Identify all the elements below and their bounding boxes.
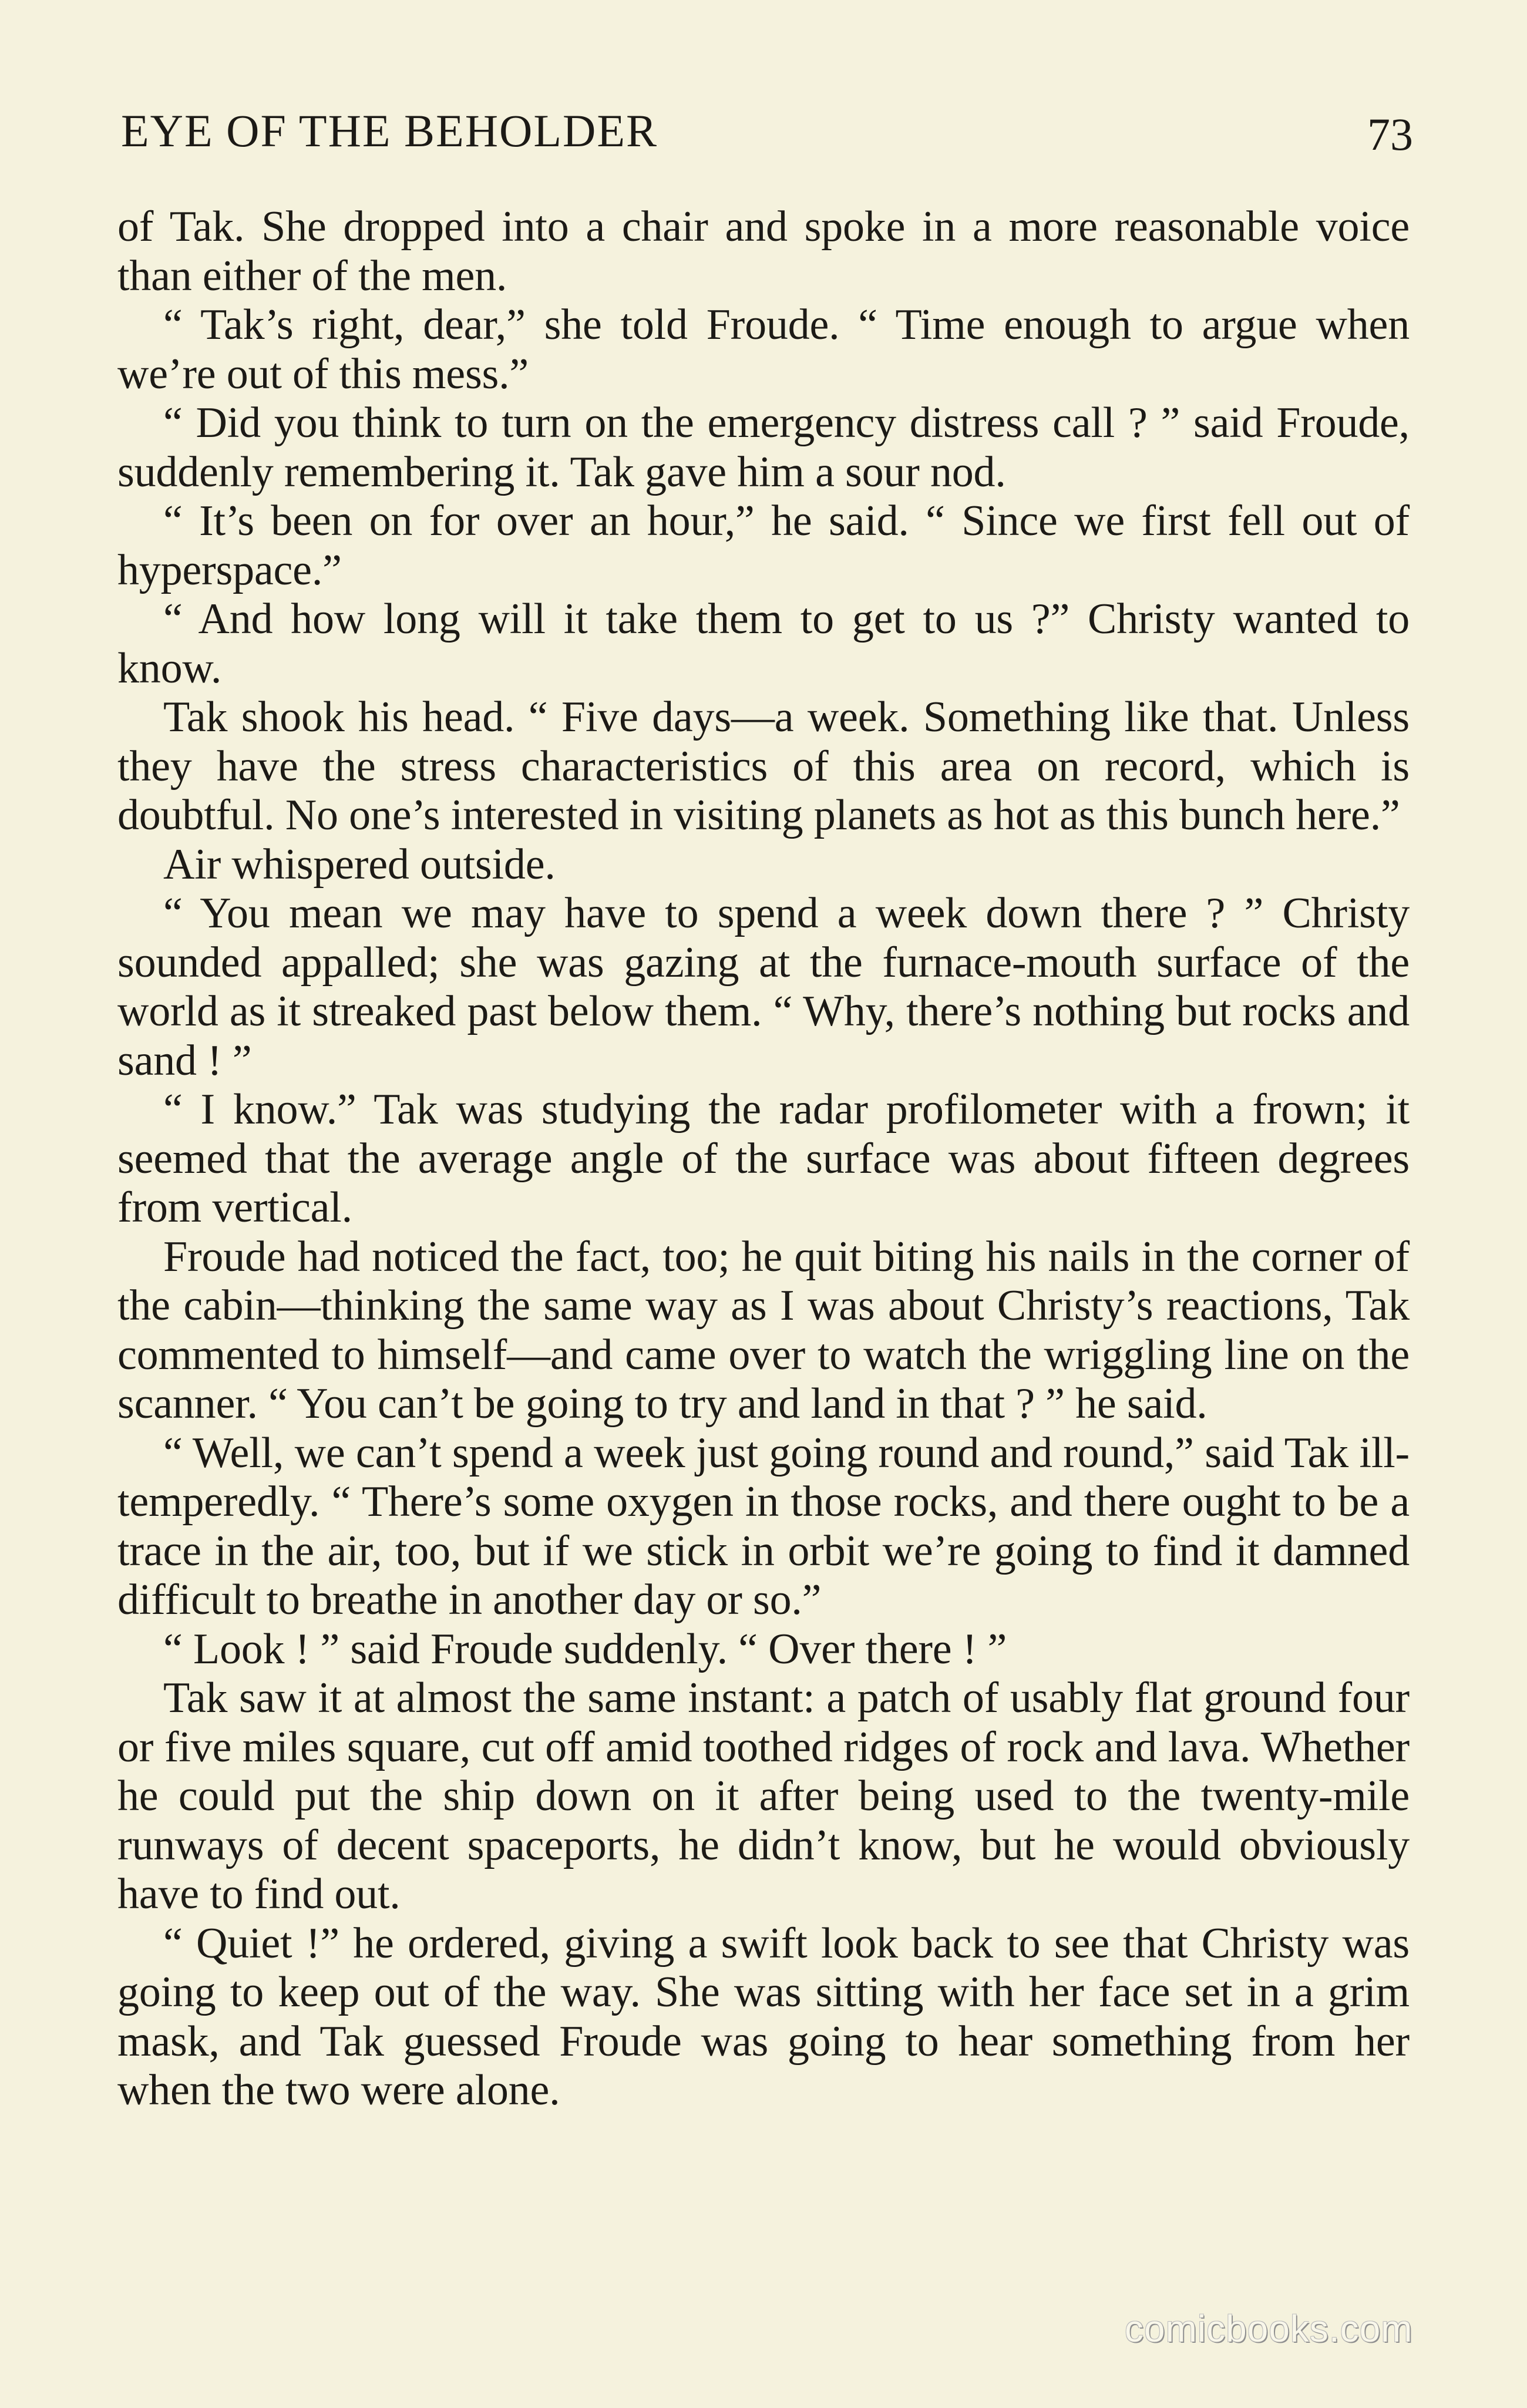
paragraph: “ Look ! ” said Froude suddenly. “ Over there ! ” [163,1625,1007,1673]
paragraph: of Tak. She dropped into a chair and spoke in a more reasonable voice than either of the men. [117,203,1410,300]
paragraph: “ Quiet !” he ordered, giving a swift look back to see that Christy was going to keep out of the way. She was sitting with her face set in a grim mask, and Tak guessed Froude was going to hear something from her when the two were alone. [117,1919,1410,2114]
running-title: EYE OF THE BEHOLDER [121,105,658,156]
watermark: comicbooks.com [1125,2308,1413,2350]
paragraph: “ And how long will it take them to get to us ?” Christy wanted to know. [117,595,1410,692]
paragraph: Tak shook his head. “ Five days—a week. Something like that. Unless they have the stress characteristics of this area on record, which is doubtful. No one’s interested in visiting planets as hot as this bunch here.” [117,693,1410,839]
paragraph: Froude had noticed the fact, too; he quit biting his nails in the corner of the cabin—thinking the same way as I was about Christy’s reactions, Tak commented to himself—and came over to watch the wriggling line on the scanner. “ You can’t be going to try and land in that ? ” he said. [117,1232,1410,1428]
page-number: 73 [1367,109,1413,160]
paragraph: “ Did you think to turn on the emergency distress call ? ” said Froude, suddenly remembering it. Tak gave him a sour nod. [117,399,1410,496]
paragraph: Tak saw it at almost the same instant: a patch of usably flat ground four or five miles square, cut off amid toothed ridges of rock and lava. Whether he could put the ship down on it after being used to the twenty-mile runways of decent spaceports, he didn’t know, but he would obviously have to find out. [117,1674,1410,1918]
paragraph: “ Well, we can’t spend a week just going round and round,” said Tak ill-temperedly. “ There’s some oxygen in those rocks, and there ought to be a trace in the air, too, but if we stick in orbit we’re going to find it damned difficult to breathe in another day or so.” [117,1428,1410,1624]
page-header [121,99,1413,163]
paragraph: “ Tak’s right, dear,” she told Froude. “ Time enough to argue when we’re out of this mess.” [117,301,1410,398]
paragraph: “ It’s been on for over an hour,” he said. “ Since we first fell out of hyperspace.” [117,497,1410,594]
paragraph: “ You mean we may have to spend a week down there ? ” Christy sounded appalled; she was gazing at the furnace-mouth surface of the world as it streaked past below them. “ Why, there’s nothing but rocks and sand ! ” [117,889,1410,1085]
paragraph: Air whispered outside. [163,840,556,889]
body-text [117,203,1410,2116]
paragraph: “ I know.” Tak was studying the radar profilometer with a frown; it seemed that the average angle of the surface was about fifteen degrees from vertical. [117,1085,1410,1232]
